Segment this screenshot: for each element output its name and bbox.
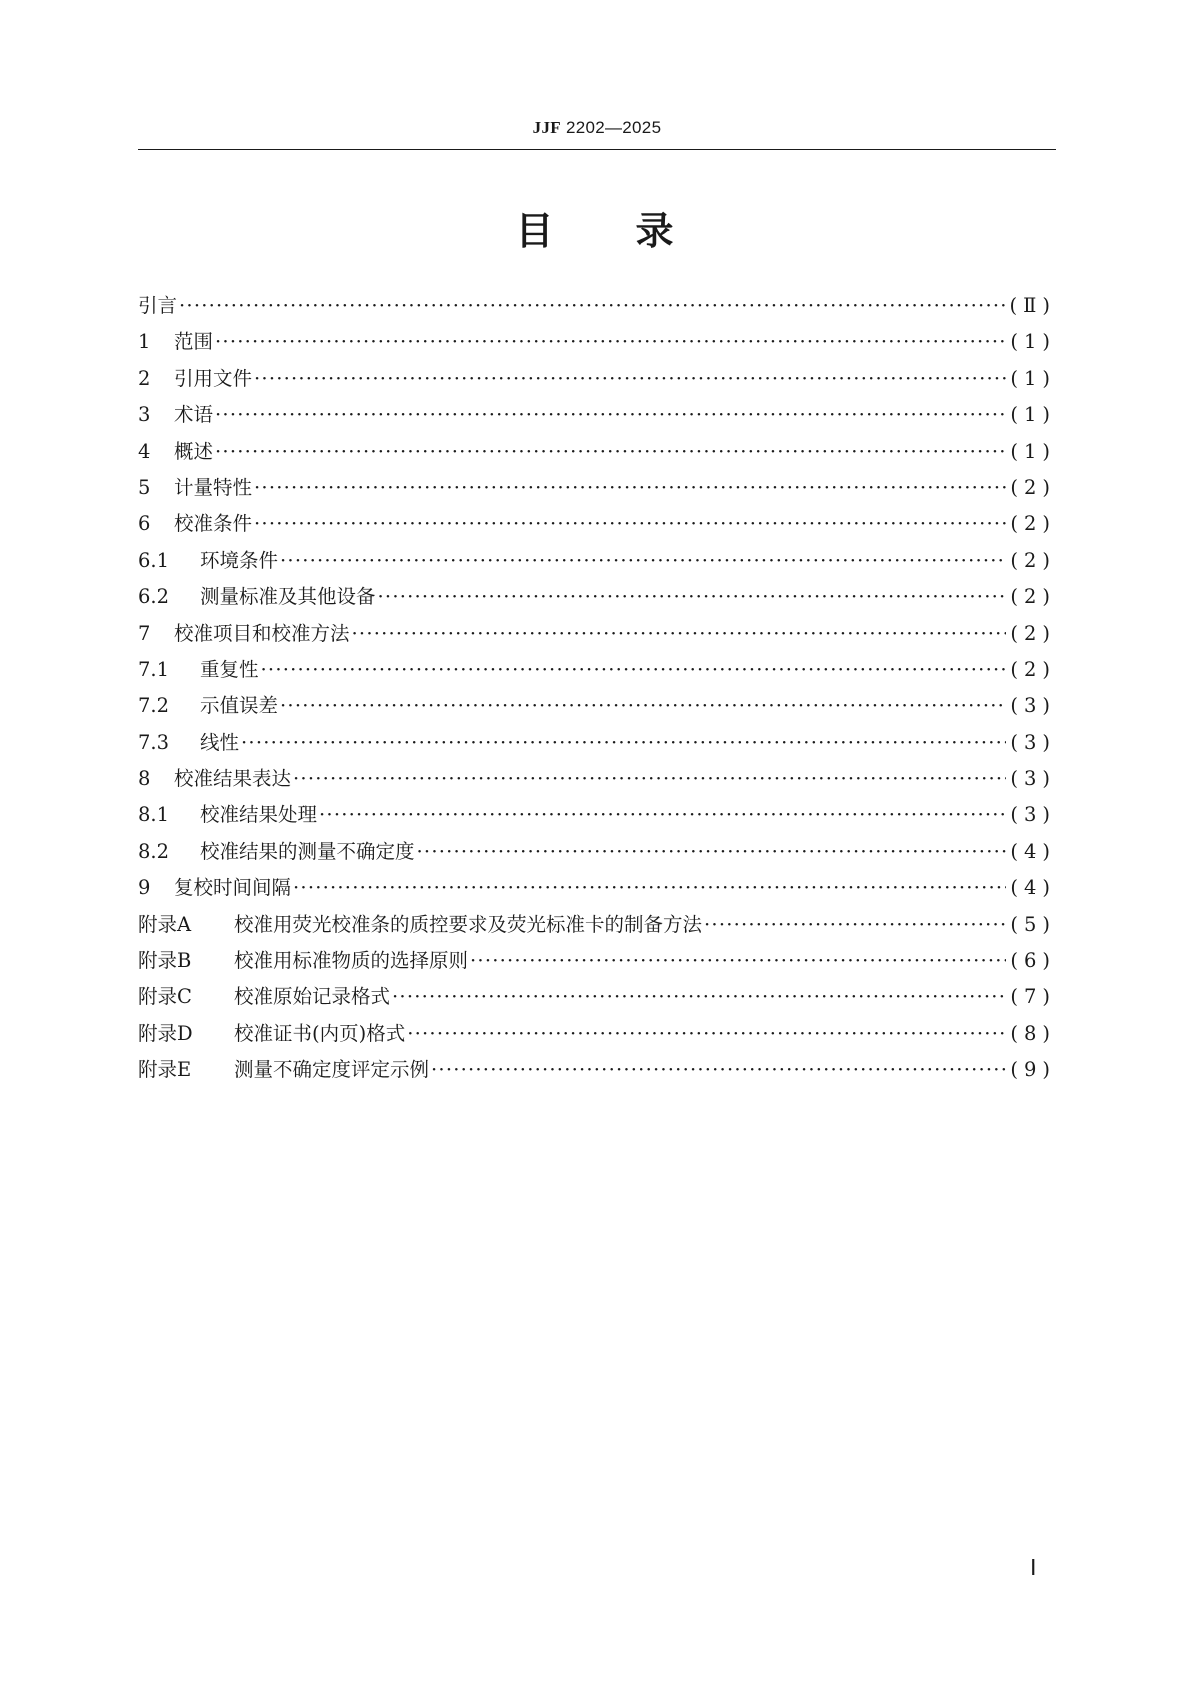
toc-entry-page: (Ⅱ)	[1009, 294, 1056, 317]
title-char-1: 目	[515, 209, 556, 253]
toc-entry-number: 7.1	[138, 657, 170, 681]
toc-entry-title: 校准证书(内页)格式	[234, 1021, 406, 1045]
toc-entry-page: (3)	[1010, 730, 1056, 754]
dot-leader	[280, 549, 1006, 572]
toc-entry-number: 附录C	[138, 985, 192, 1009]
standard-prefix: JJF	[532, 118, 561, 137]
toc-entry-number: 1	[138, 330, 151, 354]
toc-entry-number: 8.2	[138, 839, 170, 863]
toc-entry-title: 测量不确定度评定示例	[234, 1058, 430, 1082]
toc-entry-page: (2)	[1010, 512, 1056, 536]
toc-entry-title: 范围	[174, 330, 214, 354]
toc-entry-title: 概述	[174, 439, 214, 463]
dot-leader	[254, 476, 1006, 499]
header-rule	[138, 149, 1056, 150]
toc-entry-6-2[interactable]	[138, 581, 1056, 617]
toc-entry-7-1[interactable]	[138, 654, 1056, 690]
dot-leader	[179, 294, 1006, 317]
dot-leader	[470, 949, 1006, 972]
toc-entry-number: 7	[138, 621, 151, 645]
dot-leader	[241, 731, 1006, 754]
dot-leader	[392, 985, 1006, 1008]
dot-leader	[254, 512, 1006, 535]
dot-leader	[261, 658, 1007, 681]
toc-entry-appendix-e[interactable]	[138, 1054, 1056, 1090]
toc-entry-8-2[interactable]	[138, 836, 1056, 872]
toc-entry-page: (2)	[1010, 548, 1056, 572]
toc-entry-title: 线性	[200, 730, 240, 754]
toc-entry-page: (1)	[1010, 439, 1056, 463]
toc-entry-number: 7.2	[138, 694, 170, 718]
toc-entry-appendix-c[interactable]	[138, 981, 1056, 1017]
page-folio: Ⅰ	[1030, 1555, 1037, 1580]
toc-entry-8-1[interactable]	[138, 799, 1056, 835]
toc-entry-title: 计量特性	[174, 475, 253, 499]
dot-leader	[293, 876, 1006, 899]
dot-leader	[280, 694, 1006, 717]
toc-entry-1[interactable]	[138, 326, 1056, 362]
toc-entry-number: 附录E	[138, 1058, 192, 1082]
toc-entry-5[interactable]	[138, 472, 1056, 508]
toc-entry-page: (4)	[1010, 839, 1056, 863]
toc-entry-8[interactable]	[138, 763, 1056, 799]
toc-entry-title: 校准项目和校准方法	[174, 621, 350, 645]
toc-entry-appendix-b[interactable]	[138, 945, 1056, 981]
toc-entry-page: (2)	[1010, 657, 1056, 681]
toc-entry-page: (9)	[1010, 1058, 1056, 1082]
toc-entry-7-2[interactable]	[138, 690, 1056, 726]
toc-entry-title: 示值误差	[200, 694, 279, 718]
dot-leader	[293, 767, 1006, 790]
toc-entry-appendix-a[interactable]	[138, 909, 1056, 945]
toc-entry-number: 4	[138, 439, 151, 463]
toc-entry-page: (1)	[1010, 366, 1056, 390]
dot-leader	[417, 840, 1007, 863]
toc-entry-title: 校准用荧光校准条的质控要求及荧光标准卡的制备方法	[234, 912, 703, 936]
toc-entry-title: 重复性	[200, 657, 259, 681]
toc-entry-page: (4)	[1010, 876, 1056, 900]
toc-entry-title: 术语	[174, 403, 214, 427]
toc-entry-page: (3)	[1010, 767, 1056, 791]
table-of-contents	[138, 290, 1056, 1091]
toc-entry-page: (3)	[1010, 694, 1056, 718]
toc-entry-title: 引用文件	[174, 366, 253, 390]
toc-entry-number: 3	[138, 403, 151, 427]
toc-entry-number: 8	[138, 767, 151, 791]
toc-entry-intro[interactable]	[138, 290, 1056, 326]
toc-entry-3[interactable]	[138, 399, 1056, 435]
toc-entry-page: (5)	[1010, 912, 1056, 936]
toc-entry-title: 校准原始记录格式	[234, 985, 391, 1009]
toc-entry-page: (6)	[1010, 949, 1056, 973]
toc-entry-number: 5	[138, 475, 151, 499]
toc-entry-title: 测量标准及其他设备	[200, 585, 376, 609]
toc-entry-appendix-d[interactable]	[138, 1018, 1056, 1054]
title-char-2: 录	[635, 209, 676, 253]
toc-entry-page: (7)	[1010, 985, 1056, 1009]
toc-entry-page: (8)	[1010, 1021, 1056, 1045]
dot-leader	[319, 803, 1006, 826]
toc-entry-4[interactable]	[138, 436, 1056, 472]
dot-leader	[215, 440, 1006, 463]
toc-entry-7[interactable]	[138, 618, 1056, 654]
toc-entry-6[interactable]	[138, 508, 1056, 544]
dot-leader	[704, 913, 1006, 936]
dot-leader	[215, 403, 1006, 426]
toc-entry-page: (1)	[1010, 330, 1056, 354]
toc-entry-page: (2)	[1010, 475, 1056, 499]
dot-leader	[352, 622, 1007, 645]
toc-entry-title: 环境条件	[200, 548, 279, 572]
toc-entry-9[interactable]	[138, 872, 1056, 908]
running-header	[138, 118, 1056, 138]
toc-entry-number: 8.1	[138, 803, 170, 827]
toc-entry-number: 附录B	[138, 949, 192, 973]
toc-entry-2[interactable]	[138, 363, 1056, 399]
toc-entry-number: 6.1	[138, 548, 170, 572]
toc-entry-6-1[interactable]	[138, 545, 1056, 581]
toc-entry-number: 6.2	[138, 585, 170, 609]
page-title	[0, 200, 1191, 255]
toc-entry-number: 9	[138, 876, 151, 900]
toc-entry-title: 校准结果表达	[174, 767, 292, 791]
toc-entry-page: (1)	[1010, 403, 1056, 427]
dot-leader	[378, 585, 1007, 608]
toc-entry-title: 引言	[138, 294, 178, 317]
standard-number: 2202—2025	[565, 118, 662, 137]
toc-entry-number: 附录D	[138, 1021, 193, 1045]
toc-entry-number: 6	[138, 512, 151, 536]
dot-leader	[431, 1058, 1006, 1081]
toc-entry-title: 校准结果的测量不确定度	[200, 839, 415, 863]
dot-leader	[254, 367, 1006, 390]
toc-entry-page: (3)	[1010, 803, 1056, 827]
dot-leader	[407, 1022, 1006, 1045]
toc-entry-page: (2)	[1010, 621, 1056, 645]
toc-entry-number: 附录A	[138, 912, 192, 936]
toc-entry-title: 校准条件	[174, 512, 253, 536]
toc-entry-page: (2)	[1010, 585, 1056, 609]
toc-entry-number: 2	[138, 366, 151, 390]
toc-entry-7-3[interactable]	[138, 727, 1056, 763]
dot-leader	[215, 330, 1006, 353]
toc-entry-title: 校准结果处理	[200, 803, 318, 827]
toc-entry-number: 7.3	[138, 730, 170, 754]
toc-entry-title: 校准用标准物质的选择原则	[234, 949, 469, 973]
toc-entry-title: 复校时间间隔	[174, 876, 292, 900]
